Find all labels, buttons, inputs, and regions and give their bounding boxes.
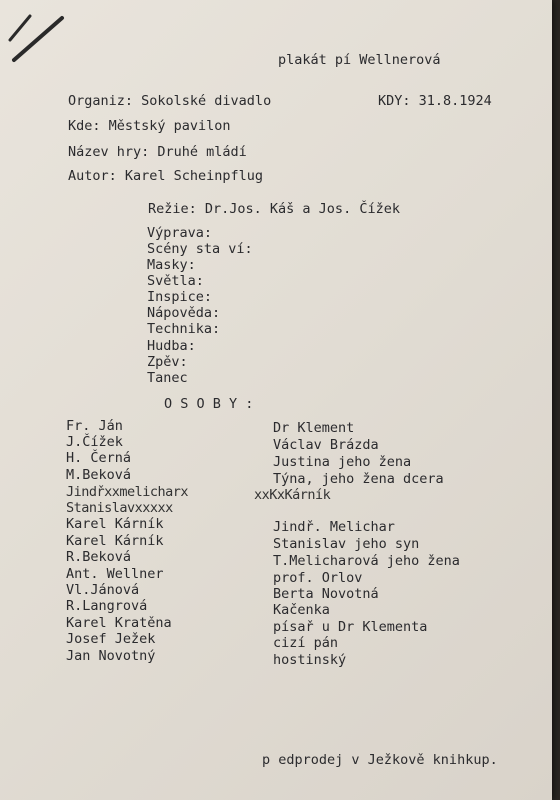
actor-name: Ant. Wellner — [66, 566, 164, 582]
author-line: Autor: Karel Scheinpflug — [68, 168, 264, 184]
crew-item: Nápověda: — [147, 305, 221, 321]
role-name: Týna, jeho žena dcera — [273, 471, 444, 487]
actor-name: R.Langrová — [66, 598, 148, 614]
presale-note: p edprodej v Ježkově knihkup. — [262, 752, 498, 768]
role-name: hostinský — [273, 652, 347, 668]
crew-item: Scény sta ví: — [147, 241, 253, 257]
crew-item: Hudba: — [147, 338, 196, 354]
actor-name: Josef Ježek — [66, 631, 156, 647]
actor-name: R.Beková — [66, 549, 132, 565]
role-name: prof. Orlov — [273, 570, 363, 586]
crew-item: Výprava: — [147, 225, 213, 241]
organizer-line: Organiz: Sokolské divadlo — [68, 93, 272, 109]
crew-item: Světla: — [147, 273, 204, 289]
actor-name: H. Černá — [66, 450, 132, 466]
actor-name: Karel Kárník — [66, 533, 164, 549]
actor-name: M.Beková — [66, 467, 132, 483]
actor-name: Jan Novotný — [66, 648, 156, 664]
crew-item: Technika: — [147, 321, 221, 337]
role-name: Václav Brázda — [273, 437, 379, 453]
actor-name-struck: Jindřxxmelicharx — [66, 484, 189, 500]
role-name-struck: xxKxKárník — [254, 487, 331, 503]
slash-mark-icon — [6, 10, 68, 66]
role-name: Berta Novotná — [273, 586, 379, 602]
actor-name: Vl.Jánová — [66, 582, 140, 598]
place-line: Kde: Městský pavilon — [68, 118, 231, 134]
role-name: Dr Klement — [273, 420, 355, 436]
director-line: Režie: Dr.Jos. Káš a Jos. Čížek — [148, 201, 400, 217]
crew-item: Zpěv: — [147, 354, 188, 370]
actor-name: Karel Kárník — [66, 516, 164, 532]
cast-heading: O S O B Y : — [164, 396, 254, 412]
actor-name: Karel Kratěna — [66, 615, 172, 631]
role-name: Stanislav jeho syn — [273, 536, 420, 552]
actor-name: Fr. Ján — [66, 418, 123, 434]
crew-item: Tanec — [147, 370, 188, 386]
role-name: Kačenka — [273, 602, 330, 618]
date-line: KDY: 31.8.1924 — [378, 93, 492, 109]
poster-note: plakát pí Wellnerová — [278, 52, 441, 68]
actor-name: J.Čížek — [66, 434, 123, 450]
role-name: T.Melicharová jeho žena — [273, 553, 460, 569]
role-name: Justina jeho žena — [273, 454, 412, 470]
crew-item: Masky: — [147, 257, 196, 273]
crew-item: Inspice: — [147, 289, 213, 305]
actor-name-struck: Stanislavxxxxx — [66, 500, 173, 516]
role-name: písař u Dr Klementa — [273, 619, 428, 635]
role-name: Jindř. Melichar — [273, 519, 395, 535]
role-name: cizí pán — [273, 635, 339, 651]
play-title-line: Název hry: Druhé mládí — [68, 144, 247, 160]
